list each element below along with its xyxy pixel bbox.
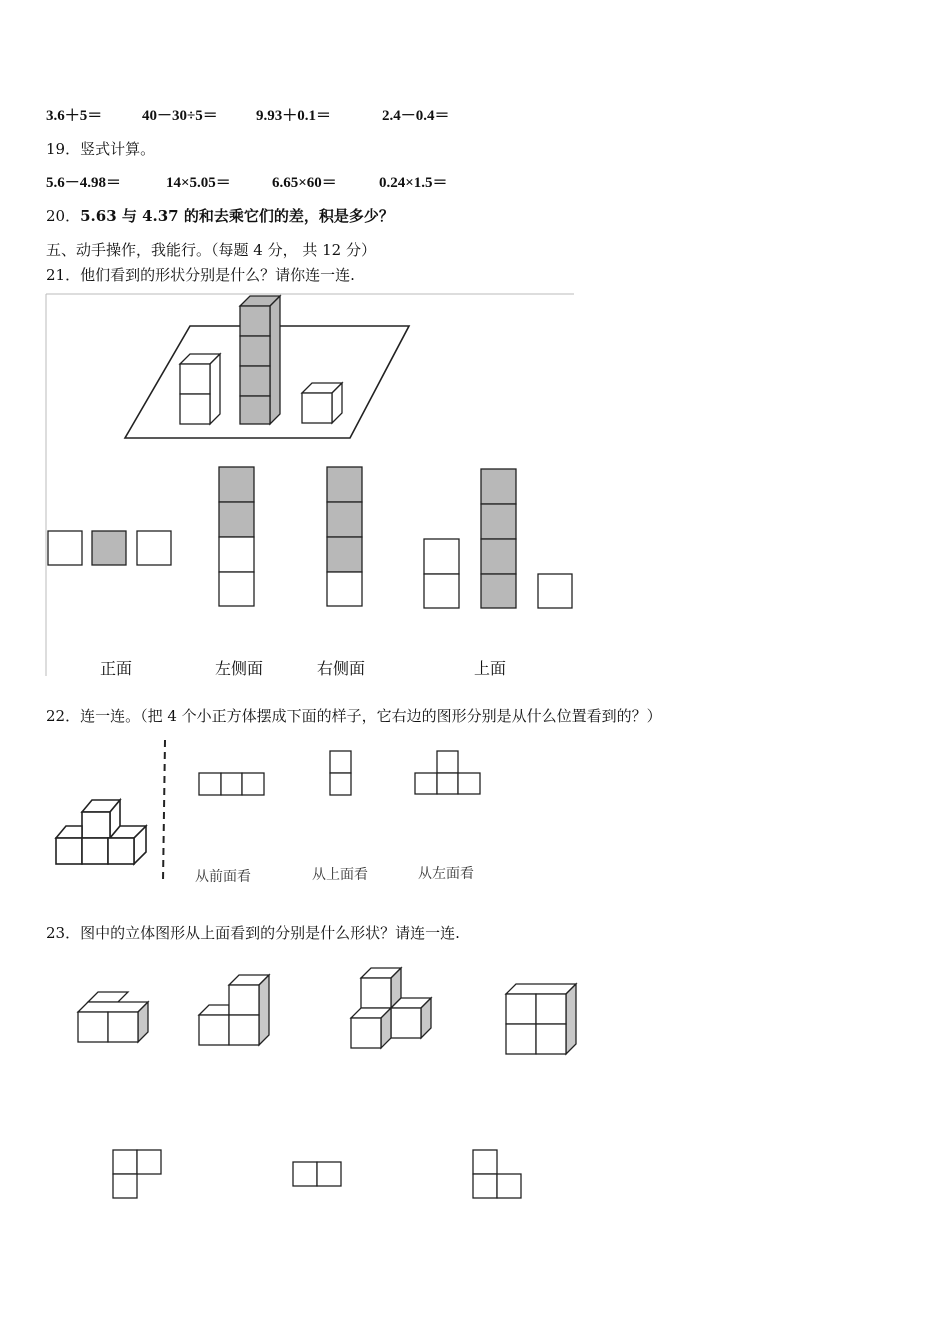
- q21-label-left: 左侧面: [215, 659, 264, 678]
- q19-expr-1: 5.6－4.98＝: [46, 175, 122, 191]
- q21-title: 21．他们看到的形状分别是什么？请你连一连.: [46, 266, 355, 284]
- q23-solid-3: [351, 968, 431, 1048]
- q23-option-l-shape: [113, 1150, 161, 1198]
- q18-expr-4: 2.4－0.4＝: [382, 108, 450, 124]
- q21-label-top: 上面: [474, 659, 507, 678]
- q23-solid-4: [506, 984, 576, 1054]
- q22-title: 22．连一连。（把 4 个小正方体摆成下面的样子，它右边的图形分别是从什么位置看到的？）: [46, 707, 662, 725]
- q19-expr-4: 0.24×1.5＝: [379, 175, 448, 191]
- q23-title: 23．图中的立体图形从上面看到的分别是什么形状？请连一连.: [46, 924, 460, 942]
- q18-expr-2: 40－30÷5＝: [142, 108, 218, 124]
- q19-expr-3: 6.65×60＝: [272, 175, 337, 191]
- q23-option-row2: [293, 1162, 341, 1186]
- section5-title: 五、动手操作，我能行。（每题 4 分， 共 12 分）: [46, 241, 376, 259]
- q21-label-right: 右侧面: [317, 659, 366, 678]
- q23-option-corner: [473, 1150, 521, 1198]
- q23-solid-2: [199, 975, 269, 1045]
- q18-expr-3: 9.93＋0.1＝: [256, 108, 332, 124]
- q20-number: 20．: [46, 207, 81, 225]
- q23-solid-1: [78, 992, 148, 1042]
- q21-label-front: 正面: [100, 659, 133, 678]
- q22-label-top: 从上面看: [312, 867, 368, 883]
- q19-expr-2: 14×5.05＝: [166, 175, 231, 191]
- q22-label-left: 从左面看: [418, 866, 474, 882]
- q19-title: 19．竖式计算。: [46, 140, 156, 158]
- q20-text: 5.63 与 4.37 的和去乘它们的差，积是多少？: [80, 207, 394, 225]
- q22-label-front: 从前面看: [195, 869, 251, 885]
- q18-expr-1: 3.6＋5＝: [46, 108, 103, 124]
